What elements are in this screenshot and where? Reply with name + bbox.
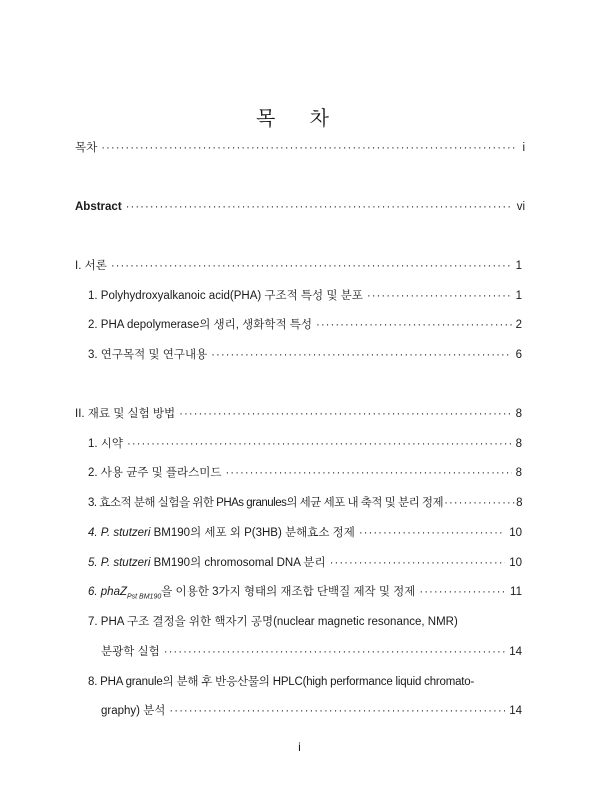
toc-entry-label: II. 재료 및 실험 방법 [75, 408, 176, 420]
toc-entry-page: 6 [515, 349, 522, 361]
toc-entry-page: vi [516, 201, 525, 213]
toc-entry-label: 목차 [75, 142, 98, 154]
toc-entry-label-cont: 분광학 실험 [101, 646, 160, 658]
dot-leader [169, 704, 505, 718]
dot-leader [419, 585, 506, 599]
toc-entry-page: 10 [509, 527, 522, 539]
dot-leader [126, 200, 513, 214]
toc-entry[interactable] [101, 704, 522, 718]
toc-entry-label: I. 서론 [75, 260, 107, 272]
toc-entry-page: 8 [515, 408, 522, 420]
toc-entry-page: 11 [510, 586, 522, 598]
toc-entry-label: 7. PHA 구조 결정을 위한 핵자기 공명(nuclear magnetic resonance, NMR) [88, 616, 458, 628]
toc-entry-page: 8 [515, 467, 522, 479]
dot-leader [101, 141, 518, 155]
toc-entry-page: 14 [509, 705, 522, 717]
gene-name: 6. phaZ [88, 586, 127, 598]
toc-section[interactable] [75, 259, 522, 273]
toc-section[interactable] [75, 407, 522, 421]
toc-entry-page: 14 [509, 646, 522, 658]
toc-entry-label: Abstract [75, 201, 122, 213]
toc-entry-label-rest: 을 이용한 3가지 형태의 재조합 단백질 제작 및 정제 [161, 586, 416, 598]
dot-leader [164, 645, 505, 659]
dot-leader [127, 437, 512, 451]
toc-entry[interactable] [75, 200, 525, 214]
toc-entry-label-rest: BM190의 세포 외 P(3HB) 분해효소 정제 [150, 527, 355, 539]
toc-entry[interactable] [88, 437, 522, 451]
toc-entry[interactable] [88, 289, 522, 303]
toc-entry-page: 10 [509, 557, 522, 569]
toc-entry[interactable] [88, 526, 522, 540]
toc-entry-label [88, 585, 415, 604]
gene-subscript: Pst BM190 [127, 593, 162, 601]
dot-leader [367, 289, 512, 303]
toc-entry-label: 1. 시약 [88, 438, 124, 450]
species-name: 4. P. stutzeri [88, 527, 151, 539]
page-title: 목 차 [256, 106, 343, 130]
page-number: i [298, 740, 301, 754]
toc-entry[interactable] [88, 348, 522, 362]
toc-entry[interactable] [101, 645, 522, 659]
toc-entry-page: 2 [515, 319, 522, 331]
toc-entry[interactable] [88, 585, 522, 604]
dot-leader [179, 407, 511, 421]
dot-leader [211, 348, 511, 362]
dot-leader [444, 496, 515, 510]
toc-entry-label: 2. 사용 균주 및 플라스미드 [88, 467, 222, 479]
toc-entry-page: i [522, 142, 525, 154]
toc-entry-label-rest: BM190의 chromosomal DNA 분리 [150, 557, 326, 569]
toc-entry-label: 3. 연구목적 및 연구내용 [88, 349, 208, 361]
toc-entry[interactable] [88, 318, 522, 332]
toc-entry-label: 2. PHA depolymerase의 생리, 생화학적 특성 [88, 319, 312, 331]
toc-entry[interactable] [75, 141, 525, 155]
toc-entry-page: 1 [515, 260, 522, 272]
dot-leader [359, 526, 505, 540]
dot-leader [225, 466, 511, 480]
toc-entry-label [88, 526, 355, 540]
toc-entry[interactable] [88, 496, 522, 510]
toc-entry-label: 8. PHA granule의 분해 후 반응산물의 HPLC(high performance liquid chromato- [88, 676, 475, 688]
toc-entry-page: 8 [516, 497, 522, 509]
toc-entry-label-cont: graphy) 분석 [101, 705, 166, 717]
toc-entry-label: 3. 효소적 분해 실험을 위한 PHAs granules의 세균 세포 내 축적 및 분리 정제 [88, 497, 444, 509]
toc-entry-page: 1 [515, 290, 522, 302]
toc-entry-label [88, 556, 326, 570]
species-name: 5. P. stutzeri [88, 557, 151, 569]
dot-leader [111, 259, 512, 273]
toc-entry[interactable] [88, 466, 522, 480]
dot-leader [316, 318, 512, 332]
toc-entry[interactable] [88, 556, 522, 570]
toc-entry-page: 8 [515, 438, 522, 450]
dot-leader [330, 556, 506, 570]
toc-entry-label: 1. Polyhydroxyalkanoic acid(PHA) 구조적 특성 및 분포 [88, 290, 363, 302]
